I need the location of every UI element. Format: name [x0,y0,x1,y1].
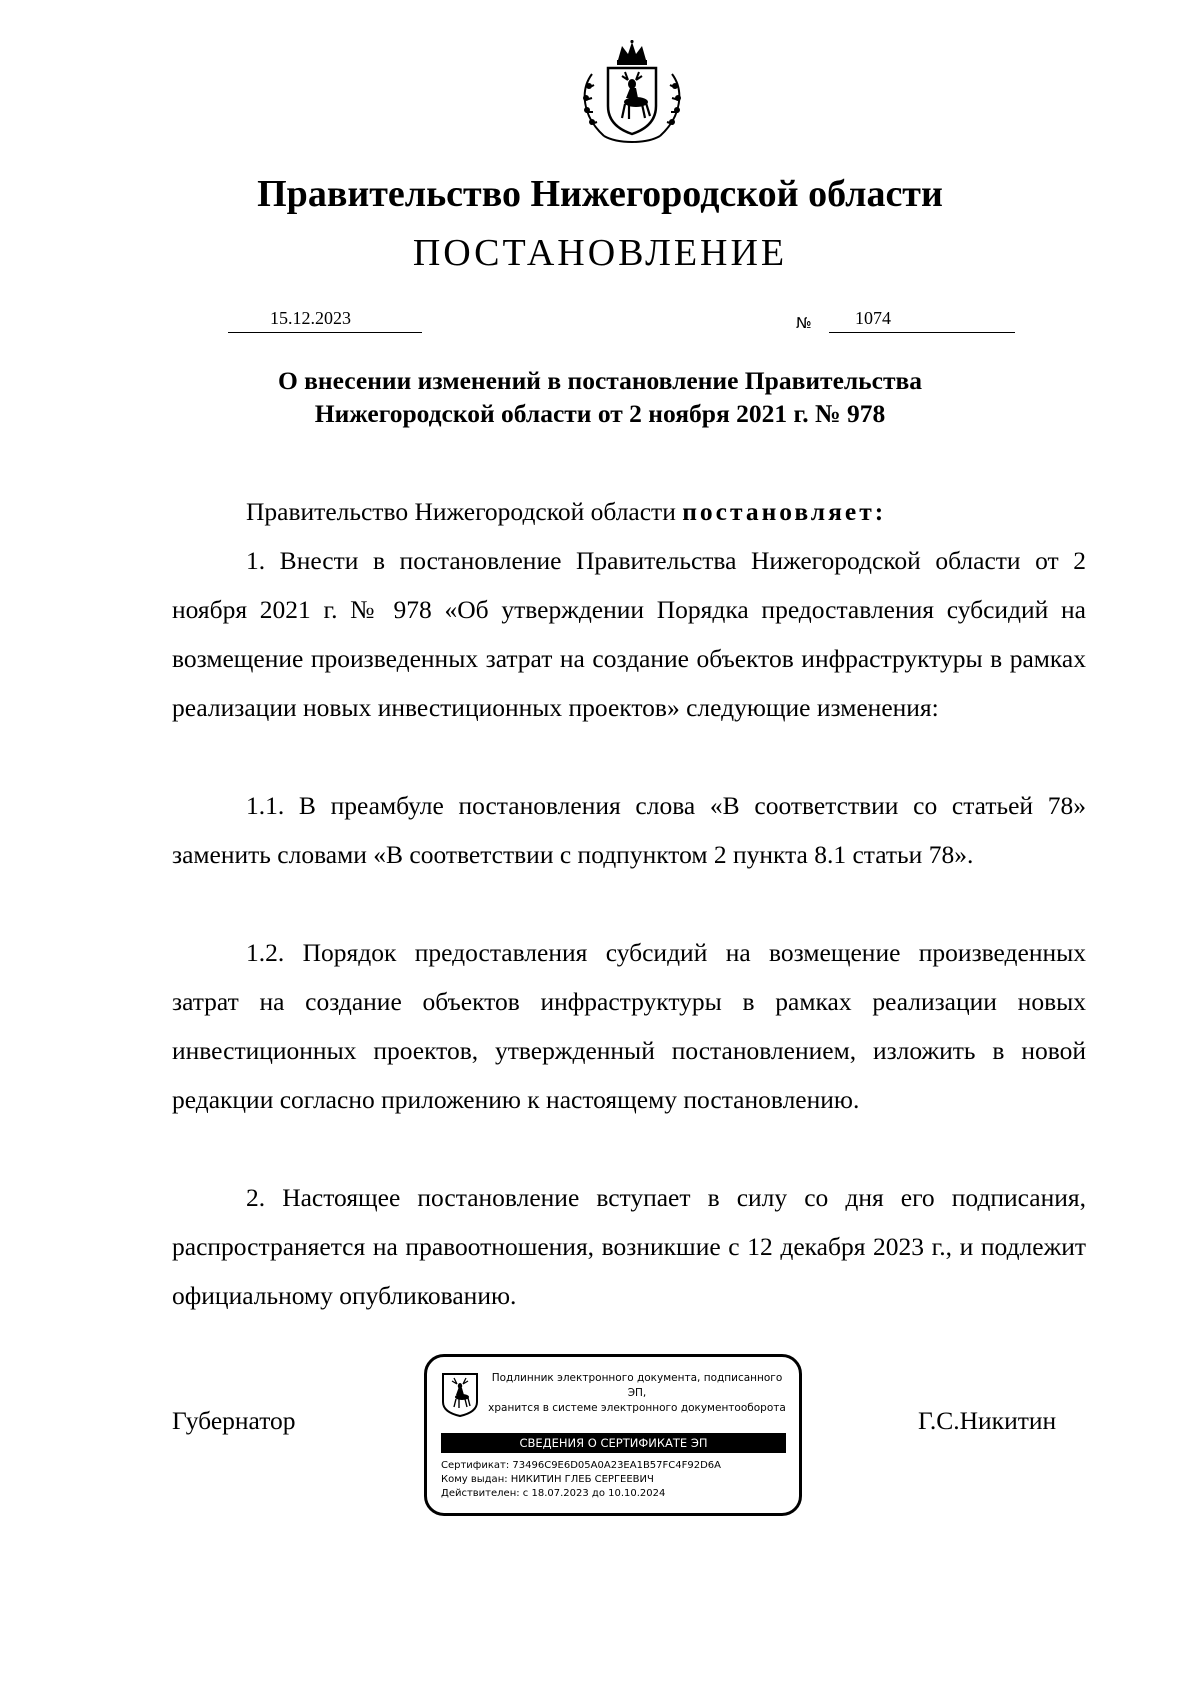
item-1-2-paragraph: 1.2. Порядок предоставления субсидий на возмещение произведенных затрат на создание объектов инфраструктуры в рамках реализации новых инвестиционных проектов, утвержденный постановлением, изложить в новой редакции согласно приложению к настоящему постановлению. [172,938,1086,1114]
document-subject [0,364,1200,430]
stamp-note-line-1: Подлинник электронного документа, подписанного ЭП, [491,1372,783,1399]
document-type: ПОСТАНОВЛЕНИЕ [412,232,788,274]
authority-title: Правительство Нижегородской области [257,173,943,215]
e-signature-stamp [424,1354,802,1516]
stamp-header-bar: СВЕДЕНИЯ О СЕРТИФИКАТЕ ЭП [441,1433,786,1453]
document-number: 1074 [855,308,891,328]
subject-line-1: О внесении изменений в постановление Правительства [277,366,923,395]
certificate-details [441,1459,791,1501]
certificate-validity: Действителен: с 18.07.2023 до 10.10.2024 [441,1488,666,1499]
item-2-paragraph: 2. Настоящее постановление вступает в силу со дня его подписания, распространяется на правоотношения, возникшие с 12 декабря 2023 г., и подлежит официальному опубликованию. [172,1183,1086,1310]
deer-emblem-icon [441,1372,479,1417]
item-1-paragraph: 1. Внести в постановление Правительства Нижегородской области от 2 ноября 2021 г. № 978 «Об утверждении Порядка предоставления субсидий на возмещение произведенных затрат на создание объектов инфраструктуры в рамках реализации новых инвестиционных проектов» следующие изменения: [172,546,1086,722]
signer-title: Губернатор [172,1406,296,1435]
number-field [829,306,1015,333]
certificate-serial: Сертификат: 73496C9E6D05A0A23EA1B57FC4F92D6A [441,1460,722,1471]
document-date: 15.12.2023 [270,308,351,328]
stamp-note [487,1371,787,1416]
stamp-note-line-2: хранится в системе электронного документооборота [488,1402,786,1414]
item-1-1-paragraph: 1.1. В преамбуле постановления слова «В соответствии со статьей 78» заменить словами «В соответствии с подпунктом 2 пункта 8.1 статьи 78». [172,791,1086,869]
preamble-prefix: Правительство Нижегородской области [246,497,676,526]
coat-of-arms-icon [578,40,686,146]
signer-name: Г.С.Никитин [918,1406,1057,1435]
preamble-paragraph [172,487,1086,536]
preamble-keyword: постановляет: [682,497,887,526]
date-field [228,306,422,333]
subject-line-2: Нижегородской области от 2 ноября 2021 г. № 978 [314,399,886,428]
certificate-owner: Кому выдан: НИКИТИН ГЛЕБ СЕРГЕЕВИЧ [441,1474,654,1485]
number-sign: № [796,314,812,332]
